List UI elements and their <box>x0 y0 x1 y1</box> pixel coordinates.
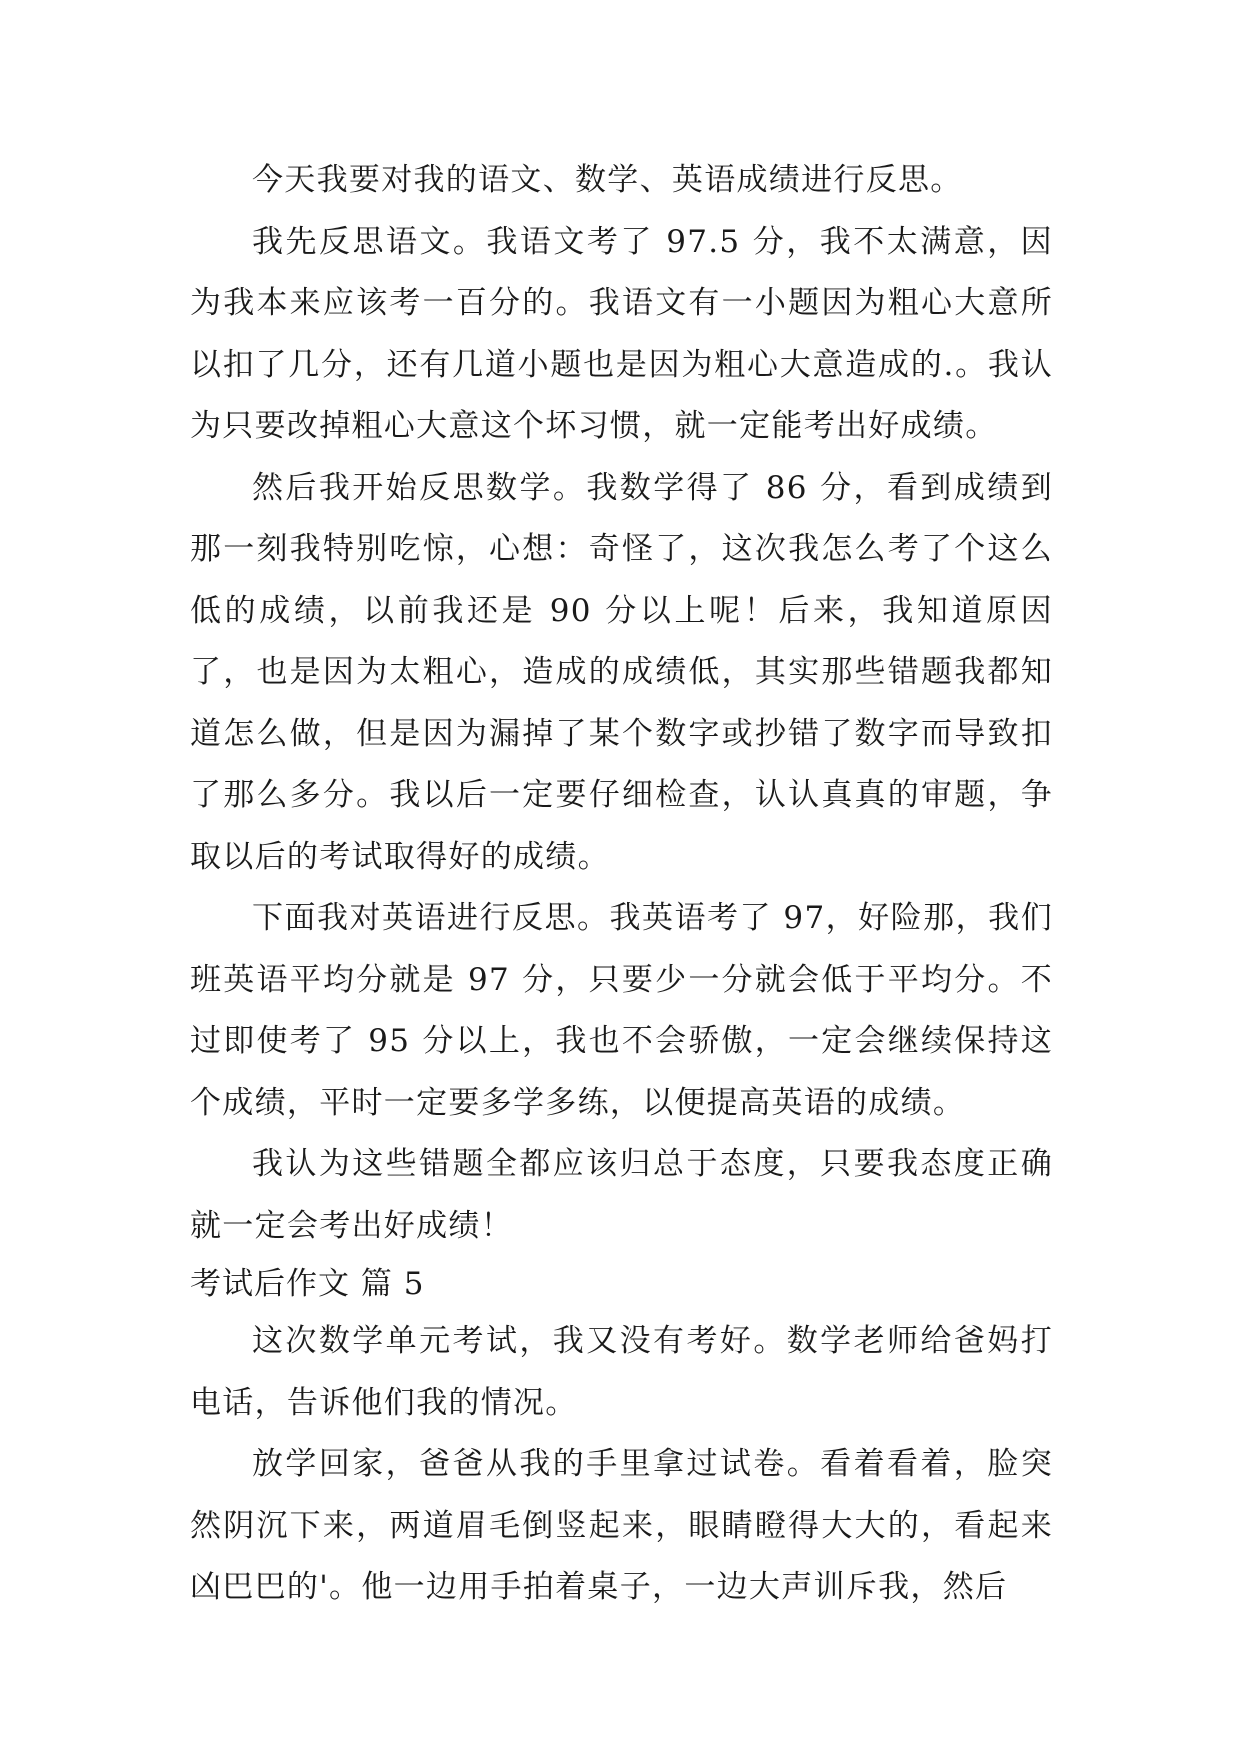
paragraph-intro: 今天我要对我的语文、数学、英语成绩进行反思。 <box>252 162 963 198</box>
paragraph-essay5-2: 放学回家，爸爸从我的手里拿过试卷。看着看着，脸突然阴沉下来，两道眉毛倒竖起来，眼睛瞪得大大的，看起来凶巴巴的'。他一边用手拍着桌子，一边大声训斥我，然后 <box>190 1446 1053 1605</box>
paragraph-math-reflection: 然后我开始反思数学。我数学得了 86 分，看到成绩到那一刻我特别吃惊，心想：奇怪了，这次我怎么考了个这么低的成绩，以前我还是 90 分以上呢！后来，我知道原因了，也是因为太粗心，造成的成绩低，其实那些错题我都知道怎么做，但是因为漏掉了某个数字或抄错了数字而导致扣了那么多分。我以后一定要仔细检查，认认真真的审题，争取以后的考试取得好的成绩。 <box>190 469 1053 875</box>
document-page <box>190 150 1053 1619</box>
paragraph-essay5-1: 这次数学单元考试，我又没有考好。数学老师给爸妈打电话，告诉他们我的情况。 <box>190 1323 1053 1421</box>
section-heading: 考试后作文 篇 5 <box>190 1266 425 1302</box>
paragraph-chinese-reflection: 我先反思语文。我语文考了 97.5 分，我不太满意，因为我本来应该考一百分的。我语文有一小题因为粗心大意所以扣了几分，还有几道小题也是因为粗心大意造成的.。我认为只要改掉粗心大意这个坏习惯，就一定能考出好成绩。 <box>190 223 1053 444</box>
paragraph-english-reflection: 下面我对英语进行反思。我英语考了 97，好险那，我们班英语平均分就是 97 分，只要少一分就会低于平均分。不过即使考了 95 分以上，我也不会骄傲，一定会继续保持这个成绩，平时一定要多学多练，以便提高英语的成绩。 <box>190 900 1053 1121</box>
paragraph-conclusion: 我认为这些错题全都应该归总于态度，只要我态度正确就一定会考出好成绩！ <box>190 1146 1053 1244</box>
